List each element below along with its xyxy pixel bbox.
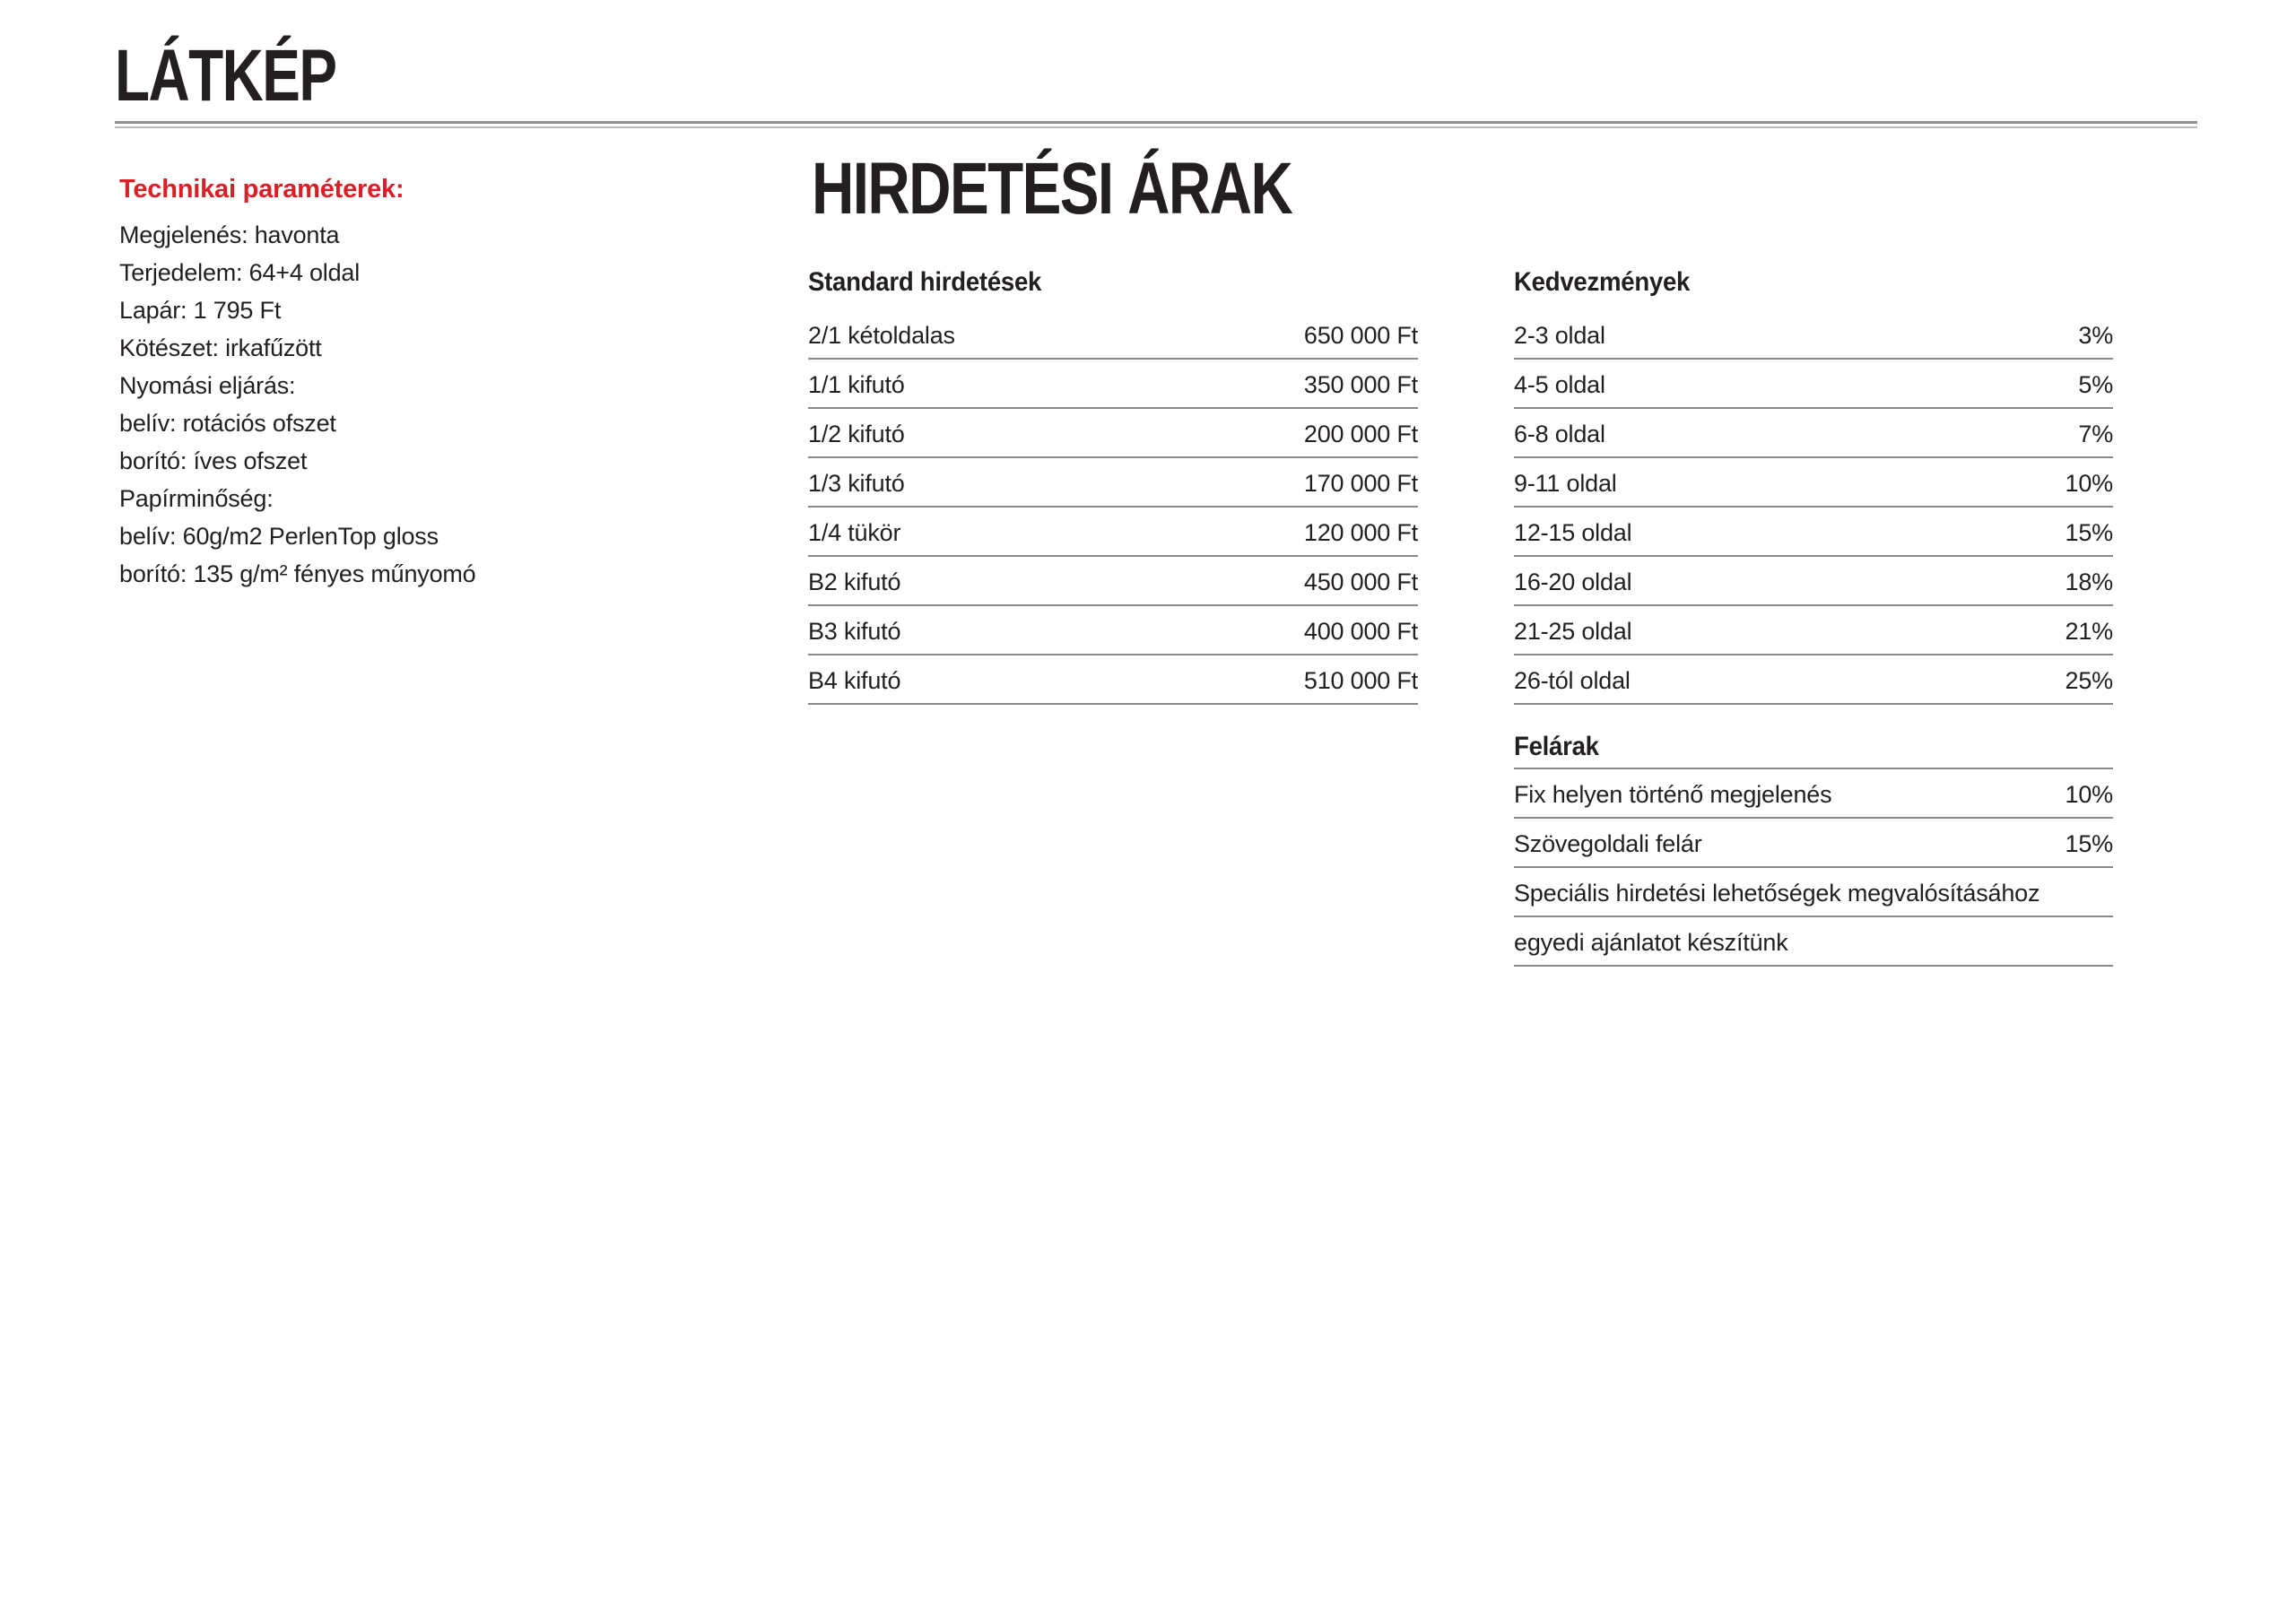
- row-label: 1/2 kifutó: [808, 421, 905, 447]
- row-value: 650 000 Ft: [1303, 322, 1418, 349]
- table-row: [808, 508, 1418, 557]
- table-row: [1514, 409, 2113, 458]
- standard-ads-heading: Standard hirdetések: [808, 267, 1042, 297]
- row-value: 10%: [2065, 781, 2113, 808]
- row-label: 9-11 oldal: [1514, 470, 1617, 497]
- technical-parameter-line: Nyomási eljárás:: [119, 372, 296, 399]
- table-row: [808, 557, 1418, 606]
- standard-ads-rows: [808, 310, 1418, 705]
- page-title: HIRDETÉSI ÁRAK: [812, 148, 1292, 230]
- brand-title: LÁTKÉP: [115, 35, 336, 117]
- table-row: [808, 310, 1418, 360]
- technical-parameter-line: Lapár: 1 795 Ft: [119, 297, 282, 324]
- row-label: B3 kifutó: [808, 618, 901, 645]
- surcharges-heading: Felárak: [1514, 732, 1599, 761]
- row-label: 2-3 oldal: [1514, 322, 1605, 349]
- row-label: 21-25 oldal: [1514, 618, 1632, 645]
- row-value: 350 000 Ft: [1303, 371, 1418, 398]
- technical-parameters-heading: Technikai paraméterek:: [119, 175, 404, 204]
- row-label: 1/4 tükör: [808, 519, 901, 546]
- row-value: 21%: [2065, 618, 2113, 645]
- surcharges-table: [1514, 732, 2113, 967]
- technical-parameter-line: Megjelenés: havonta: [119, 221, 340, 248]
- row-label: B4 kifutó: [808, 667, 901, 694]
- technical-parameter-line: borító: 135 g/m² fényes műnyomó: [119, 560, 476, 587]
- row-value: 170 000 Ft: [1303, 470, 1418, 497]
- row-value: 18%: [2065, 568, 2113, 595]
- table-row: [1514, 310, 2113, 360]
- table-row: [808, 606, 1418, 655]
- table-row: [1514, 769, 2113, 819]
- row-label: Fix helyen történő megjelenés: [1514, 781, 1832, 808]
- row-value: 10%: [2065, 470, 2113, 497]
- row-value: 200 000 Ft: [1303, 421, 1418, 447]
- surcharges-rows: [1514, 769, 2113, 967]
- row-value: 25%: [2065, 667, 2113, 694]
- table-row: [1514, 360, 2113, 409]
- row-value: 3%: [2078, 322, 2113, 349]
- row-label: Speciális hirdetési lehetőségek megvalósításához: [1514, 880, 2040, 907]
- row-label: 26-tól oldal: [1514, 667, 1631, 694]
- row-label: 12-15 oldal: [1514, 519, 1632, 546]
- discounts-rows: [1514, 310, 2113, 705]
- row-label: egyedi ajánlatot készítünk: [1514, 929, 1788, 956]
- table-row: [808, 458, 1418, 508]
- technical-parameter-line: Papírminőség:: [119, 485, 274, 512]
- row-label: 1/3 kifutó: [808, 470, 905, 497]
- table-row: [1514, 868, 2113, 917]
- row-value: 7%: [2078, 421, 2113, 447]
- table-row: [1514, 819, 2113, 868]
- row-label: Szövegoldali felár: [1514, 830, 1702, 857]
- table-row: [808, 409, 1418, 458]
- discounts-heading: Kedvezmények: [1514, 267, 1691, 297]
- table-row: [1514, 606, 2113, 655]
- row-value: 510 000 Ft: [1303, 667, 1418, 694]
- table-row: [1514, 655, 2113, 705]
- technical-parameters-block: [119, 174, 693, 593]
- table-row: [808, 655, 1418, 705]
- row-value: 15%: [2065, 830, 2113, 857]
- title-rule-top: [115, 121, 2197, 124]
- row-label: 6-8 oldal: [1514, 421, 1605, 447]
- standard-ads-heading-wrap: [808, 267, 1418, 303]
- title-rule: [115, 121, 2197, 128]
- row-label: 16-20 oldal: [1514, 568, 1632, 595]
- row-label: B2 kifutó: [808, 568, 901, 595]
- table-row: [1514, 917, 2113, 967]
- technical-parameters-list: [119, 216, 693, 593]
- technical-parameter-line: belív: 60g/m2 PerlenTop gloss: [119, 523, 439, 550]
- row-value: 400 000 Ft: [1303, 618, 1418, 645]
- row-label: 2/1 kétoldalas: [808, 322, 955, 349]
- row-value: 120 000 Ft: [1303, 519, 1418, 546]
- technical-parameter-line: Kötészet: irkafűzött: [119, 334, 322, 361]
- table-row: [1514, 458, 2113, 508]
- technical-parameter-line: borító: íves ofszet: [119, 447, 308, 474]
- row-value: 5%: [2078, 371, 2113, 398]
- table-row: [1514, 557, 2113, 606]
- discounts-table: [1514, 267, 2113, 705]
- title-rule-bottom: [115, 126, 2197, 128]
- row-value: 450 000 Ft: [1303, 568, 1418, 595]
- technical-parameter-line: belív: rotációs ofszet: [119, 410, 336, 437]
- technical-parameter-line: Terjedelem: 64+4 oldal: [119, 259, 361, 286]
- standard-ads-table: [808, 267, 1418, 705]
- row-value: 15%: [2065, 519, 2113, 546]
- surcharges-heading-wrap: [1514, 732, 2113, 769]
- table-row: [808, 360, 1418, 409]
- row-label: 4-5 oldal: [1514, 371, 1605, 398]
- row-label: 1/1 kifutó: [808, 371, 905, 398]
- discounts-heading-wrap: [1514, 267, 2113, 303]
- table-row: [1514, 508, 2113, 557]
